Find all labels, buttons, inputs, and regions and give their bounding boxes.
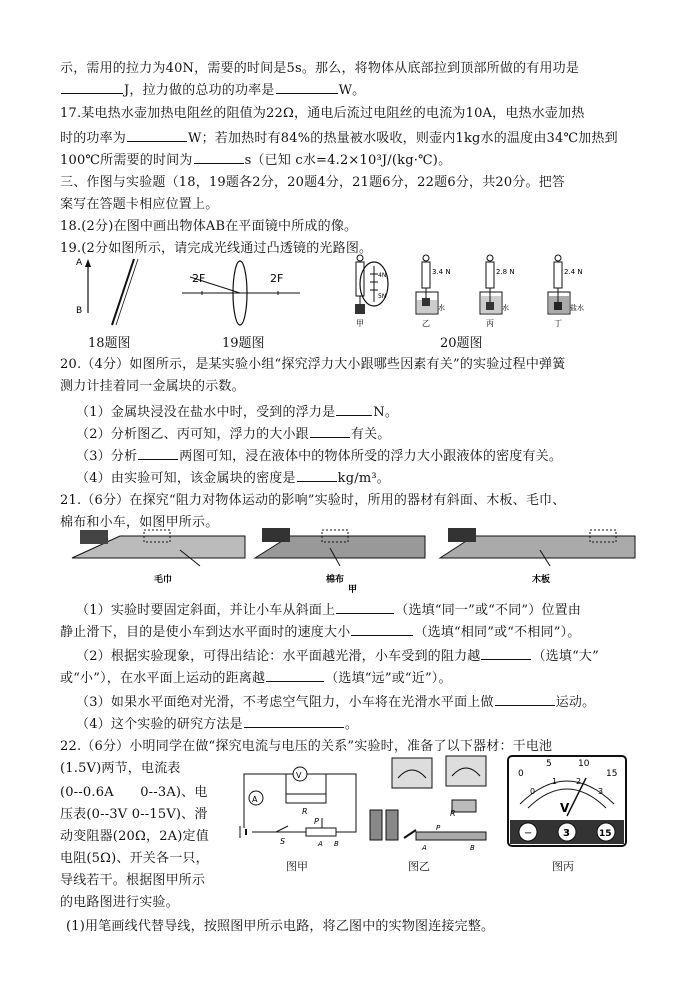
spring-scale-yi	[416, 255, 451, 328]
svg-text:V: V	[296, 771, 302, 780]
q22-line-5: 动变阻器(20Ω，2A)定值	[60, 829, 209, 844]
q17-line-1: 17.某电热水壶加热电阻丝的阻值为22Ω，通电后流过电阻丝的电流为10A，电热水壶加热	[60, 106, 585, 121]
svg-text:5N: 5N	[378, 293, 387, 300]
q20-line-1: 20.（4分）如图所示，是某实验小组“探究浮力大小跟哪些因素有关”的实验过程中弹簧	[60, 357, 566, 372]
svg-text:P: P	[314, 817, 319, 826]
svg-text:A: A	[318, 840, 323, 848]
svg-text:V: V	[560, 801, 570, 815]
figure-22-circuit	[236, 762, 364, 862]
svg-text:B: B	[470, 844, 475, 852]
q22-line-3: (0--0.6A 0--3A)、电	[60, 785, 208, 800]
q21-part-4: （4）这个实验的研究方法是 。	[76, 714, 358, 734]
q18-text: 18.(2分)在图中画出物体AB在平面镜中所成的像。	[60, 219, 358, 234]
svg-text:丙: 丙	[486, 319, 494, 328]
svg-text:5: 5	[546, 759, 552, 769]
blank[interactable]	[336, 600, 394, 614]
caption-22-yi: 图乙	[408, 860, 430, 873]
blank[interactable]	[351, 622, 413, 636]
fig21-caption: 甲	[348, 585, 358, 594]
svg-text:3.4 N: 3.4 N	[432, 268, 451, 276]
blank[interactable]	[244, 714, 344, 728]
q17-line-2: 时的功率为 W；若加热时有84%的热量被水吸收，则壶内1kg水的温度由34℃加热到	[60, 128, 618, 148]
svg-text:3: 3	[563, 828, 570, 839]
blank[interactable]	[297, 468, 337, 482]
svg-text:木板: 木板	[532, 575, 551, 585]
q20-part-4: （4）由实验可知，该金属块的密度是 kg/m³。	[76, 468, 390, 488]
figure-20	[340, 252, 590, 332]
q19-text: 19.(2分如图所示，请完成光线通过凸透镜的光路图。	[60, 241, 373, 256]
caption-19: 19题图	[222, 336, 265, 351]
blank[interactable]	[481, 646, 531, 660]
q22-line-7: 导线若干。根据图甲所示	[60, 873, 206, 888]
svg-text:P: P	[436, 824, 441, 832]
line-1: 示，需用的拉力为40N，需要的时间是5s。那么，将物体从底部拉到顶部所做的有用功是	[60, 61, 580, 76]
svg-text:水: 水	[502, 304, 509, 312]
figure-22-voltmeter	[506, 754, 628, 852]
svg-text:毛巾: 毛巾	[154, 575, 173, 585]
svg-text:水: 水	[438, 304, 445, 312]
svg-text:4N: 4N	[378, 272, 387, 279]
svg-text:丁: 丁	[554, 319, 562, 328]
q22-line-2: (1.5V)两节，电流表	[60, 761, 181, 776]
svg-text:乙: 乙	[422, 319, 430, 328]
blank[interactable]	[310, 424, 350, 438]
figure-19	[182, 257, 302, 327]
blank[interactable]	[266, 668, 324, 682]
blank[interactable]	[336, 402, 372, 416]
q21-part-1b: 静止滑下，目的是使小车到达水平面时的速度大小 （选填“相同”或“不相同”）。	[60, 622, 581, 642]
svg-text:甲: 甲	[356, 319, 364, 328]
svg-text:盐水: 盐水	[570, 304, 584, 312]
blank[interactable]	[194, 150, 244, 164]
svg-text:R: R	[450, 809, 456, 818]
q17-line-3: 100℃所需要的时间为 s（已知 c水=4.2×10³J/(kg·℃)。	[60, 150, 451, 170]
ramp-board	[440, 528, 635, 585]
svg-text:10: 10	[578, 759, 590, 769]
caption-22-jia: 图甲	[286, 860, 308, 873]
label-2F-right: 2F	[270, 272, 284, 285]
svg-text:3: 3	[598, 787, 604, 796]
blank[interactable]	[276, 80, 338, 94]
svg-text:0: 0	[530, 787, 536, 796]
spring-scale-bing	[480, 255, 515, 328]
figure-21	[70, 522, 640, 594]
q21-line-2: 棉布和小车，如图甲所示。	[60, 515, 219, 530]
q20-part-1: （1）金属块浸没在盐水中时，受到的浮力是 N。	[76, 402, 398, 422]
svg-text:A: A	[252, 795, 258, 804]
svg-text:1: 1	[552, 777, 558, 786]
blank[interactable]	[61, 80, 123, 94]
q21-part-2b: 或“小”），在水平面上运动的距离越 （选填“远”或“近”）。	[60, 668, 452, 688]
section-3-line-1: 三、作图与实验题（18，19题各2分，20题4分，21题6分，22题6分，共20分。把答	[60, 175, 566, 190]
q22-line-6: 电阻(5Ω)、开关各一只，	[60, 851, 209, 866]
figure-22-physical	[366, 752, 496, 856]
caption-20: 20题图	[440, 336, 483, 351]
svg-text:A: A	[422, 844, 427, 852]
svg-text:2: 2	[576, 777, 582, 786]
q22-line-8: 的电路图进行实验。	[60, 895, 179, 910]
line-2: J，拉力做的总功的功率是 W。	[60, 80, 365, 100]
svg-text:R: R	[302, 807, 308, 816]
blank[interactable]	[495, 692, 555, 706]
svg-text:2.4 N: 2.4 N	[564, 268, 583, 276]
svg-text:−: −	[524, 828, 533, 839]
svg-text:15: 15	[599, 829, 612, 839]
q20-part-2: （2）分析图乙、丙可知，浮力的大小跟 有关。	[76, 424, 390, 444]
spring-scale-jia	[355, 255, 388, 328]
q22-part-1: (1)用笔画线代替导线，按照图甲所示电路，将乙图中的实物图连接完整。	[66, 919, 495, 934]
label-B: B	[76, 306, 83, 316]
svg-text:S: S	[280, 837, 286, 846]
ramp-cotton	[255, 528, 425, 585]
label-2F-left: 2F	[192, 272, 206, 285]
svg-text:15: 15	[606, 769, 618, 779]
blank[interactable]	[138, 446, 178, 460]
q20-line-2: 测力计挂着同一金属块的示数。	[60, 379, 245, 394]
svg-text:B: B	[334, 840, 339, 848]
spring-scale-ding	[548, 255, 584, 328]
q21-part-2a: （2）根据实验现象，可得出结论：水平面越光滑，小车受到的阻力越 （选填“大”	[76, 646, 599, 666]
q22-line-4: 压表(0--3V 0--15V)、滑	[60, 807, 208, 822]
section-3-line-2: 案写在答题卡相应位置上。	[60, 197, 219, 212]
label-A: A	[76, 258, 83, 268]
q21-line-1: 21.（6分）在探究“阻力对物体运动的影响”实验时，所用的器材有斜面、木板、毛巾、	[60, 493, 566, 508]
figure-18	[72, 255, 152, 335]
svg-text:棉布: 棉布	[326, 575, 345, 585]
q21-part-1a: （1）实验时要固定斜面，并让小车从斜面上 （选填“同一”或“不同”）位置由	[76, 600, 581, 620]
ramp-towel	[72, 530, 245, 585]
blank[interactable]	[127, 128, 187, 142]
q21-part-3: （3）如果水平面绝对光滑，不考虑空气阻力，小车将在光滑水平面上做 运动。	[76, 692, 595, 712]
caption-22-bing: 图丙	[552, 860, 574, 873]
q22-line-1: 22.（6分）小明同学在做“探究电流与电压的关系”实验时，准备了以下器材：干电池	[60, 739, 553, 754]
svg-text:0: 0	[518, 769, 524, 779]
q20-part-3: （3）分析 两图可知，浸在液体中的物体所受的浮力大小跟液体的密度有关。	[76, 446, 562, 466]
caption-18: 18题图	[88, 336, 131, 351]
svg-text:2.8 N: 2.8 N	[496, 268, 515, 276]
